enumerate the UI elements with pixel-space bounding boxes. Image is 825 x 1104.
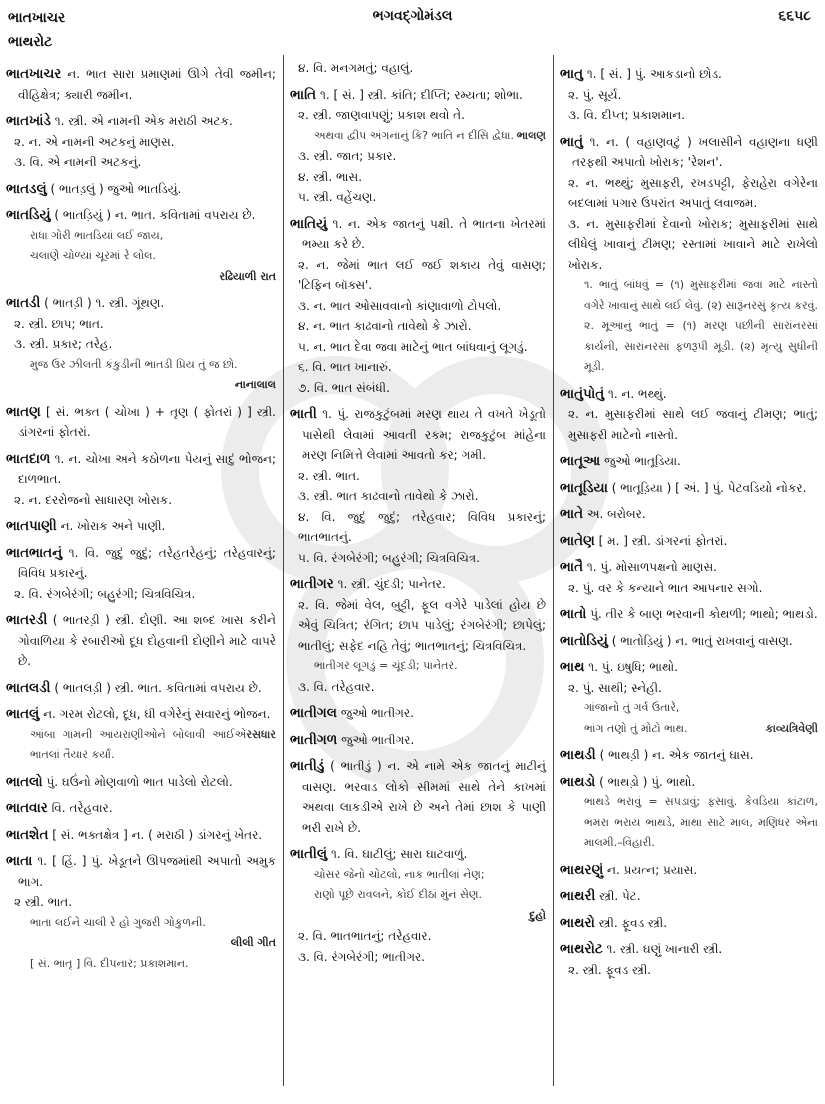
entry-sense	[560, 85, 818, 106]
entry-text: સ્ત્રી. ફૂવડ સ્ત્રી.	[598, 915, 668, 930]
entry-text: [ મ. ] સ્ત્રી. ડાંગરનાં ફોતરાં.	[598, 533, 728, 548]
entry-text: ૫. સ્ત્રી. વહેંચણ.	[298, 190, 377, 204]
entry-text: ૨. ન. દરરોજનો સાધારણ ખોરાક.	[14, 492, 173, 507]
headword: ભાથરો	[560, 914, 595, 931]
headword: ભાતખાંડે	[6, 113, 51, 129]
entry-text: ( ભાથડ઼ી ) ન. એક જાતનું ઘાસ.	[599, 748, 754, 762]
entry-text: જુઓ ભાતીગર.	[341, 732, 415, 747]
entry-text: ( ભાતડ઼ી ) ૧. સ્ત્રી. ગૂંથણ.	[44, 296, 165, 310]
quotation	[290, 126, 546, 147]
entry-text: ૧. ભાતું બાંધવું = (૧) મુસાફરીમાં જવા માટે નાસ્તો વગેરે ખાવાનું સાથે લઈ લેવું. (૨) સારૂંનરસું કૃત્ય કરવું.	[584, 278, 819, 312]
headword: ભાતલું	[6, 706, 40, 722]
headword: ભાતરડી	[6, 612, 48, 628]
quotation	[6, 226, 276, 247]
entry-text: મુજ ઉર ઝીલતી કંકુડીની ભાતડી પ્રિય તું જ છો.	[30, 357, 238, 371]
entry-text: દુહો	[529, 908, 546, 922]
entry-text: ૫. વિ. રંગબેરંગી; બહુરંગી; ચિત્રવિચિત્ર.	[298, 550, 480, 565]
entry-sense	[560, 214, 818, 276]
entry-text: ૧. ન. એક જાતનું પક્ષી. તે ભાતના ખેતરમાં ભમ્યા કરે છે.	[302, 216, 546, 251]
headword: ભાતલો	[6, 773, 43, 790]
dictionary-entry	[6, 179, 276, 200]
entry-text: અથવા દ્વીપ અંગનાનું કિ? ભાતિ ન દીસિ દ્વેધા.	[314, 128, 514, 142]
dictionary-entry	[560, 64, 818, 85]
entry-text: ૧. ન. ચોખા અને કઠોળના પેયનું સાદું ભોજન; દાળભાત.	[18, 451, 276, 486]
headword: ભાતપાણી	[6, 518, 57, 534]
dictionary-entry	[560, 132, 818, 173]
quotation	[6, 725, 276, 766]
guide-word-last: ભાથરોટ	[8, 34, 53, 50]
headword: ભાતડલું	[6, 180, 47, 197]
headword: ભાથરી	[560, 888, 596, 904]
quotation	[560, 719, 818, 740]
entry-text: ૪. ન. ભાત કાઢવાનો તાવેથો કે ઝારો.	[298, 319, 472, 333]
dictionary-entry	[6, 851, 276, 892]
headword: ભાતુ	[560, 66, 584, 82]
entry-text: [ સં. ભક્ત ( ચોખા ) + તૃણ ( ફોતરાં ) ] સ્ત્રી. ડાંગરનાં ફોતરાં.	[18, 404, 276, 439]
entry-text: ૨. વિ. રંગબેરંગી; બહુરંગી; ચિત્રવિચિત્ર.	[14, 586, 196, 601]
entry-text: ૧. સ્ત્રી. એ નામની એક મરાઠી અટક.	[54, 114, 233, 128]
entry-text: અ. બરોબર.	[586, 507, 646, 521]
headword: ભાથડો	[560, 773, 596, 790]
headword: ભાતડિયું	[6, 207, 51, 223]
column-3	[560, 58, 818, 980]
entry-text: લીલી ગીત	[230, 936, 276, 949]
quotation	[290, 656, 546, 677]
entry-text: ૩. ન. ભાત ઓસાવવાનો કાંણાવાળો ટોપલો.	[298, 298, 502, 313]
dictionary-entry	[560, 478, 818, 499]
entry-text: પું. તીર કે બાણ ભરવાની કોથળી; ભાથો; ભાથડો.	[590, 607, 818, 621]
entry-sense	[290, 486, 546, 507]
entry-sense	[560, 105, 818, 126]
entry-sense	[290, 926, 546, 947]
entry-text: ૧. [ સં. ] પું. આકડાનો છોડ.	[586, 67, 722, 81]
headword: ભાતખાચર	[6, 66, 62, 82]
headword: ભાથડી	[560, 747, 596, 763]
entry-text: ૧. [ સં. ] સ્ત્રી. કાંતિ; દીપ્તિ; રમ્યતા; શોભા.	[319, 87, 523, 102]
column-1	[6, 58, 276, 974]
entry-text: ૩. વિ. તરેહવાર.	[298, 679, 375, 694]
headword: ભાતીલું	[290, 846, 328, 862]
headword: ભાતડી	[6, 295, 41, 311]
entry-text: રાધા ગોરી ભાતડિયાં લઈ જાય,	[30, 228, 164, 242]
entry-sense	[290, 947, 546, 968]
entry-sense	[290, 296, 546, 317]
dictionary-entry	[560, 886, 818, 907]
entry-text: ભાંગ તણો તું મોટો ભાથ.	[584, 721, 688, 735]
entry-text: ગાંજાનો તું ગર્વ ઉતારે,	[584, 701, 680, 714]
entry-sense	[290, 255, 546, 296]
headword: ભાતૈ	[560, 559, 584, 575]
entry-text: ( ભાતડ઼િયું ) ન. ભાત. કવિતામાં વપરાય છે.	[54, 208, 256, 222]
headword: ભાતૂઆ	[560, 453, 601, 469]
quotation	[560, 792, 818, 854]
headword: ભાતીગર	[290, 576, 334, 592]
entry-sense	[290, 378, 546, 399]
quotation	[560, 316, 818, 378]
entry-text: ૪. વિ. મનગમતું; વહાલું.	[298, 61, 414, 75]
dictionary-entry	[290, 703, 546, 724]
headword: ભાથરણું	[560, 861, 604, 878]
quotation	[6, 954, 276, 975]
entry-sense	[290, 466, 546, 487]
dictionary-entry	[560, 531, 818, 552]
entry-text: ( ભાતડ઼લું ) જુઓ ભાતડિયું.	[50, 181, 182, 196]
quotation	[6, 355, 276, 376]
dictionary-entry	[6, 449, 276, 490]
entry-text: ૩. ન. મુસાફરીમાં દેવાનો ખોરાક; મુસાફરીમાં સાથે લીધેલું ખાવાનું ટીમણ; રસ્તામાં ખાવાને માટે રાખેલો ખોરાક.	[568, 216, 818, 272]
quotation-source	[6, 933, 276, 954]
guide-word-first: ભાતખાચર	[8, 10, 66, 26]
entry-text: ૫. ન. ભાત દેવા જવા માટેનું ભાત બાંધવાનું લૂગડું.	[298, 339, 528, 354]
entry-text: ( ભાતરડ઼ી ) સ્ત્રી. દોણી. આ શબ્દ ખાસ કરીને ગોવાળિયા કે રબારીઓ દૂધ દોહવાની દોણીને માટે વાપરે છે.	[18, 613, 276, 668]
entry-text: ૨. વિ. ભાતભાતનું; તરેહવાર.	[298, 929, 432, 943]
entry-text: ન. ગરમ રોટલો, દૂધ, ઘી વગેરેનું સવારનું ભોજન.	[43, 707, 271, 721]
headword: ભાતદાળ	[6, 450, 51, 467]
column-divider	[553, 55, 554, 1086]
headword: ભાતિ	[290, 86, 317, 103]
entry-text: [ સં. ભક્તક્ષેત્ર ] ન. ( મરાઠી ) ડાંગરનું ખેતર.	[52, 827, 263, 842]
quotation	[6, 913, 276, 934]
dictionary-entry	[6, 772, 276, 793]
entry-text: ૬. વિ. ભાત ખાનારું.	[298, 360, 392, 374]
entry-sense	[6, 314, 276, 335]
entry-sense	[6, 152, 276, 173]
entry-text: ( ભાતોડ઼િયું ) ન. ભાતું રાખવાનું વાસણ.	[611, 633, 793, 648]
headword: ભાતોડિયું	[560, 632, 608, 649]
dictionary-entry	[6, 111, 276, 132]
entry-sense	[6, 490, 276, 511]
dictionary-entry	[6, 516, 276, 537]
dictionary-entry	[560, 631, 818, 652]
entry-sense	[6, 584, 276, 605]
entry-text: ૨. ન. ભથ્થું; મુસાફરી, રખડપટ્ટી, ફેરાહેરા વગેરેના બદલામાં પગાર ઉપરાંત અપાતું લવાજમ.	[568, 175, 818, 210]
headword: ભાથરોટ	[560, 941, 603, 957]
entry-text: ૧. ન. ભથ્થું.	[607, 386, 667, 401]
dictionary-entry	[6, 825, 276, 846]
entry-text: રાણો પૂછે રાવલને, કોઈ દીઠાં મુંનં સેણ.	[314, 888, 482, 901]
dictionary-entry	[560, 657, 818, 678]
dictionary-entry	[560, 913, 818, 934]
dictionary-entry	[290, 214, 546, 255]
headword: ભાતો	[560, 606, 587, 622]
entry-text: ભાતા લઈને ચાલી રે હો ગુજરી ગોકુળની.	[30, 915, 206, 929]
entry-text: જુઓ ભાતીગર.	[340, 706, 414, 720]
entry-text: ૪. વિ. જુદું જુદું; તરેહવાર; વિવિધ પ્રકારનું; ભાતભાતનું.	[298, 509, 546, 544]
dictionary-entry	[6, 610, 276, 672]
dictionary-entry	[6, 402, 276, 443]
entry-text: ન. ભાત સારા પ્રમાણમાં ઊગે તેવી જમીન; વીહિક્ષેત્ર; ક્યારી જમીન.	[18, 67, 276, 102]
headword: ભાથ	[560, 659, 585, 675]
entry-sense	[560, 173, 818, 214]
entry-sense	[290, 146, 546, 167]
headword: ભાતીગળ	[290, 731, 338, 748]
entry-text: ૨. ન. એ નામની અટકનું માણસ.	[14, 134, 175, 149]
dictionary-entry	[6, 704, 276, 725]
headword: ભાતૂડિયા	[560, 479, 608, 496]
entry-text: ૧. પું. રાજકુટુંબમાં મરણ થાય તે વખતે ખેડૂતો પાસેથી લેવામાં આવતી રકમ; રાજકુટુંબ માંહેના મરણ નિમિત્તે લેવામાં આવતો કર; ગમી.	[302, 407, 546, 462]
headword: ભાતા	[6, 853, 33, 869]
dictionary-title: ભગવદ્ગોમંડલ	[372, 8, 453, 24]
entry-text: સ્ત્રી. પેટ.	[599, 889, 641, 903]
entry-text: ૩. વિ. રંગબેરંગી; ભાતીગર.	[298, 949, 425, 964]
entry-text: ૨. મૂઆનું ભાતું = (૧) મરણ પછીની સારાંનરસાં કાર્યની, સારાંનરસાં ફળરૂપી મૂડી. (૨) મૃત્યુ સુધીની મૂડી.	[584, 319, 818, 373]
headword: ભાતણ	[6, 403, 41, 420]
entry-text: રઢિયાળી રાત	[219, 269, 276, 283]
entry-text: આંબા ગામની આયરાણીઓને બોલાવી આઈએ ભાતલાં તૈયાર કર્યાં.	[30, 727, 247, 761]
entry-sense	[290, 316, 546, 337]
entry-text: ૨. ન. મુસાફરીમાં સાથે લઈ જવાનું ટીમણ; ભાતું; મુસાફરી માટેનો નાસ્તો.	[568, 407, 818, 442]
entry-sense	[290, 337, 546, 358]
entry-text: ૨. સ્ત્રી. જાણવાપણું; પ્રકાશ થવો તે.	[298, 108, 465, 122]
headword: ભાતભાતનું	[6, 544, 63, 561]
quotation	[560, 698, 818, 719]
entry-text: નાનાલાલ	[234, 378, 276, 391]
dictionary-entry	[6, 678, 276, 699]
entry-text: ભાથડે ભરાવું = સપડાવું; ફસાવું. કેવડિયા કાંટાળ, ભમરા ભરાય ભાથડે, માથા સાટે માલ, મણિધર એના માલમી.–વિહારી.	[584, 795, 818, 849]
entry-text: [ સં. ભાતૃ ] વિ. દીપનાર; પ્રકાશમાન.	[30, 956, 189, 970]
entry-text: વિ. તરેહવાર.	[51, 801, 113, 815]
entry-sense	[6, 132, 276, 153]
dictionary-entry	[560, 939, 818, 960]
headword: ભાતશેત	[6, 826, 49, 843]
entry-text: ૩. સ્ત્રી. જાત; પ્રકાર.	[298, 149, 397, 163]
dictionary-entry	[6, 543, 276, 584]
column-2	[290, 58, 546, 967]
dictionary-entry	[560, 745, 818, 766]
headword: ભાતવાર	[6, 800, 48, 816]
entry-text: ૨ સ્ત્રી. ભાત.	[14, 895, 73, 909]
entry-sense	[6, 892, 276, 913]
dictionary-entry	[6, 64, 276, 105]
entry-text: ૧. વિ. જુદું જુદું; તરેહતરેહનું; તરેહવારનું; વિવિધ પ્રકારનું.	[18, 545, 276, 580]
entry-text: ન. ખોરાક અને પાણી.	[60, 519, 166, 533]
dictionary-entry	[290, 730, 546, 751]
entry-text: ૩. વિ. દીપ્ત; પ્રકાશમાન.	[568, 108, 686, 122]
dictionary-entry	[290, 844, 546, 865]
entry-text: ન. પ્રયત્ન; પ્રયાસ.	[607, 862, 698, 877]
entry-text: ( ભાતીડ઼ું ) ન. એ નામે એક જાતનું માટીનું વાસણ. ભરવાડ લોકો સીમમાં સાથે તેને કાખમાં અથવા લાકડીએ રાખે છે અને તેમાં છાશ કે પાણી ભરી રાખે છે.	[302, 759, 546, 835]
headword: ભાતું	[560, 133, 584, 150]
entry-sense	[290, 187, 546, 208]
entry-text: ( ભાથડ઼ો ) પું. ભાથો.	[599, 774, 696, 789]
dictionary-entry	[560, 604, 818, 625]
headword: ભાતિયું	[290, 215, 328, 232]
quotation	[560, 275, 818, 316]
dictionary-entry	[290, 756, 546, 838]
entry-text: ૨. વિ. જેમાં વેલ, બુટ્ટી, ફૂલ વગેરે પાડેલાં હોય છે એવું ચિત્રિત; રંગિત; છાપ પાડેલું; રંગબેરંગી; છાપેલું; ભાતીલું; સફેદ નહિ તેવું; ભાતભાતનું; ચિત્રવિચિત્ર.	[298, 597, 546, 653]
headword: ભાતુંપોતું	[560, 385, 605, 402]
entry-text: ૨. પું. વર કે કન્યાને ભાત આપનાર સગો.	[568, 580, 763, 595]
entry-text: ભાતીગર લૂગડું = ચૂંદડી; પાનેતર.	[314, 659, 458, 672]
entry-text: ચોસર જેનો ચોટલો, નાક ભાતીલાં નેણ;	[314, 867, 485, 881]
entry-sense	[6, 334, 276, 355]
dictionary-entry	[290, 85, 546, 106]
entry-text: ૧. પું. મોસાળપક્ષનો માણસ.	[586, 560, 717, 574]
entry-text: ૨. સ્ત્રી. ભાત.	[298, 468, 360, 483]
entry-text: ( ભાતલડ઼ી ) સ્ત્રી. ભાત. કવિતામાં વપરાય છે.	[54, 680, 262, 695]
entry-text: ૧. વિ. ઘાટીલું; સારા ઘાટવાળું.	[330, 847, 468, 861]
dictionary-entry	[6, 293, 276, 314]
entry-text: ૩. સ્ત્રી. પ્રકાર; તરેહ.	[14, 337, 113, 351]
entry-text: ચલાણે ચોળ્યાં ચૂરમાં રે લોલ.	[30, 249, 156, 262]
entry-text: ૭. વિ. ભાત સંબંધી.	[298, 380, 390, 395]
entry-sense	[290, 167, 546, 188]
quotation-source	[6, 375, 276, 396]
quotation-source: ભાલણ	[516, 128, 546, 142]
entry-text: ૨. પું. સાથી; સ્નેહી.	[568, 680, 662, 695]
entry-sense	[560, 578, 818, 599]
entry-sense	[290, 58, 546, 79]
dictionary-entry	[560, 860, 818, 881]
entry-sense	[290, 507, 546, 548]
entry-sense	[560, 404, 818, 445]
entry-sense	[290, 677, 546, 698]
entry-text: ૧. પું. ઇષુધિ; ભાથો.	[588, 660, 678, 674]
dictionary-entry	[290, 574, 546, 595]
entry-text: જુઓ ભાતૂડિયા.	[604, 454, 681, 468]
entry-sense	[560, 960, 818, 981]
dictionary-entry	[560, 504, 818, 525]
entry-text: ૨. સ્ત્રી. ફૂવડ સ્ત્રી.	[568, 962, 652, 977]
quotation-source	[290, 906, 546, 927]
entry-sense	[290, 595, 546, 657]
column-divider	[283, 55, 284, 1086]
dictionary-entry	[560, 451, 818, 472]
page-number: ૬૬૫૮	[778, 8, 811, 24]
entry-sense	[560, 678, 818, 699]
entry-text: ૨. સ્ત્રી. છાપ; ભાત.	[14, 316, 104, 331]
entry-sense	[290, 105, 546, 126]
quotation	[290, 865, 546, 886]
entry-text: ( ભાતૂડ઼િયા ) [ અં. ] પું. પેટવડિયો નોકર.	[611, 480, 807, 495]
dictionary-entry	[560, 384, 818, 405]
quotation	[290, 885, 546, 906]
quotation-source: રસધાર	[246, 727, 276, 741]
dictionary-entry	[6, 205, 276, 226]
entry-sense	[290, 357, 546, 378]
dictionary-entry	[290, 404, 546, 466]
entry-sense	[290, 548, 546, 569]
entry-text: ૧. સ્ત્રી. ઘણું ખાનારી સ્ત્રી.	[606, 942, 723, 956]
headword: ભાતલડી	[6, 679, 51, 696]
headword: ભાતે	[560, 506, 584, 522]
entry-text: ૪. સ્ત્રી. ભાસ.	[298, 169, 363, 184]
dictionary-entry	[560, 557, 818, 578]
headword: ભાતેણ	[560, 532, 595, 549]
entry-text: ૩. વિ. એ નામની અટકનું.	[14, 155, 142, 169]
entry-text: પું. ઘઉંનો મોણવાળો ભાત પાડેલો રોટલો.	[46, 774, 233, 789]
entry-text: ૧. સ્ત્રી. ચુંદડી; પાનેતર.	[337, 577, 446, 591]
dictionary-entry	[560, 772, 818, 793]
entry-text: ૨. પું. સૂર્ય.	[568, 87, 622, 102]
entry-text: ૩. સ્ત્રી. ભાત કાઢવાનો તાવેથો કે ઝારો.	[298, 489, 479, 503]
quotation-source: કાવ્યત્રિવેણી	[765, 721, 818, 735]
entry-text: ૧. ન. ( વહાણવટું ) ખલાસીને વહાણના ધણી તરફથી અપાતો ખોરાક; 'રેશન'.	[572, 134, 818, 169]
headword: ભાતીગલ	[290, 705, 337, 721]
quotation	[6, 246, 276, 267]
headword: ભાતીડું	[290, 758, 325, 774]
entry-text: ૨. ન. જેમાં ભાત લઈ જઈ શકાય તેવું વાસણ; 'ટિફિન બૉક્સ'.	[298, 257, 546, 292]
dictionary-entry	[6, 798, 276, 819]
entry-text: ૧. [ હિં. ] પું. ખેડૂતને ઊપજમાંથી અપાતો અમુક ભાગ.	[18, 854, 276, 889]
headword: ભાતી	[290, 406, 317, 422]
quotation-source	[6, 267, 276, 288]
